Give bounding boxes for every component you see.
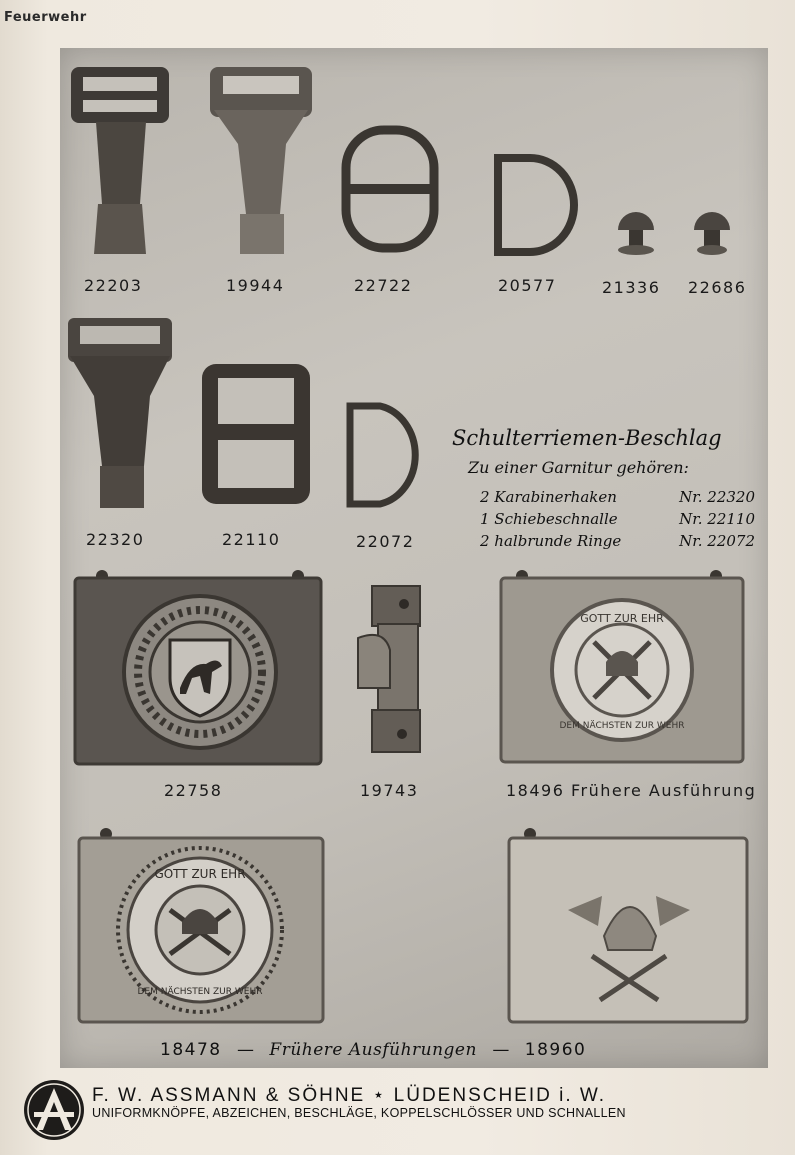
item-number-22686: 22686 xyxy=(688,278,747,297)
item-number-19743: 19743 xyxy=(360,781,419,800)
bottom-caption-right-number: 18960 xyxy=(524,1040,587,1060)
stud-21336-image xyxy=(614,208,658,258)
spec-subtitle: Zu einer Garnitur gehören: xyxy=(468,458,689,477)
spec-row-number: Nr. 22072 xyxy=(679,532,755,550)
d-ring-22072-image xyxy=(344,400,432,510)
belt-buckle-18478-image xyxy=(76,826,326,1026)
item-number-22203: 22203 xyxy=(84,276,143,295)
stud-22686-image xyxy=(690,210,734,258)
company-name: F. W. ASSMANN & SÖHNE ⋆ LÜDENSCHEID i. W. xyxy=(92,1085,607,1106)
spec-row xyxy=(480,488,755,506)
item-number-21336: 21336 xyxy=(602,278,661,297)
slide-buckle-22110-image xyxy=(198,360,314,508)
buckle-motto-bottom: DEM NÄCHSTEN ZUR WEHR xyxy=(559,721,685,731)
belt-buckle-22758-image xyxy=(72,566,324,768)
belt-catch-19743-image xyxy=(356,584,426,756)
item-number-22722: 22722 xyxy=(354,276,413,295)
belt-buckle-18960-image xyxy=(506,826,750,1026)
buckle-motto-top: GOTT ZUR EHR xyxy=(154,867,246,881)
bottom-caption-left-number: 18478 xyxy=(160,1040,222,1060)
item-number-19944: 19944 xyxy=(226,276,285,295)
bottom-caption-dash: — xyxy=(237,1040,254,1060)
spec-title: Schulterriemen-Beschlag xyxy=(452,426,722,450)
buckle-motto-bottom: DEM NÄCHSTEN ZUR WEHR xyxy=(137,987,263,997)
page-header: Feuerwehr xyxy=(4,10,87,25)
bottom-caption-text: Frühere Ausführungen xyxy=(269,1040,477,1060)
slide-buckle-22722-image xyxy=(340,124,440,254)
snap-hook-22320-image xyxy=(64,316,176,512)
bottom-caption-dash: — xyxy=(492,1040,510,1060)
snap-hook-19944-image xyxy=(206,64,316,264)
snap-hook-22203-image xyxy=(66,64,176,264)
spec-row-number: Nr. 22110 xyxy=(679,510,755,528)
item-number-22110: 22110 xyxy=(222,530,281,549)
spec-row-item: 1 Schiebeschnalle xyxy=(480,510,618,528)
d-ring-20577-image xyxy=(490,152,582,258)
item-number-22758: 22758 xyxy=(164,781,223,800)
company-logo xyxy=(22,1078,86,1142)
company-tagline: UNIFORMKNÖPFE, ABZEICHEN, BESCHLÄGE, KOPPELSCHLÖSSER UND SCHNALLEN xyxy=(92,1106,626,1120)
spec-row-number: Nr. 22320 xyxy=(679,488,755,506)
spec-row-item: 2 Karabinerhaken xyxy=(480,488,617,506)
bottom-caption xyxy=(160,1040,586,1060)
item-number-20577: 20577 xyxy=(498,276,557,295)
item-number-22072: 22072 xyxy=(356,532,415,551)
buckle-motto-top: GOTT ZUR EHR xyxy=(580,612,664,625)
item-number-18496: 18496 Frühere Ausführung xyxy=(506,781,757,800)
spec-row xyxy=(480,510,755,528)
spec-row xyxy=(480,532,755,550)
belt-buckle-18496-image xyxy=(498,566,746,766)
item-number-22320: 22320 xyxy=(86,530,145,549)
spec-row-item: 2 halbrunde Ringe xyxy=(480,532,622,550)
